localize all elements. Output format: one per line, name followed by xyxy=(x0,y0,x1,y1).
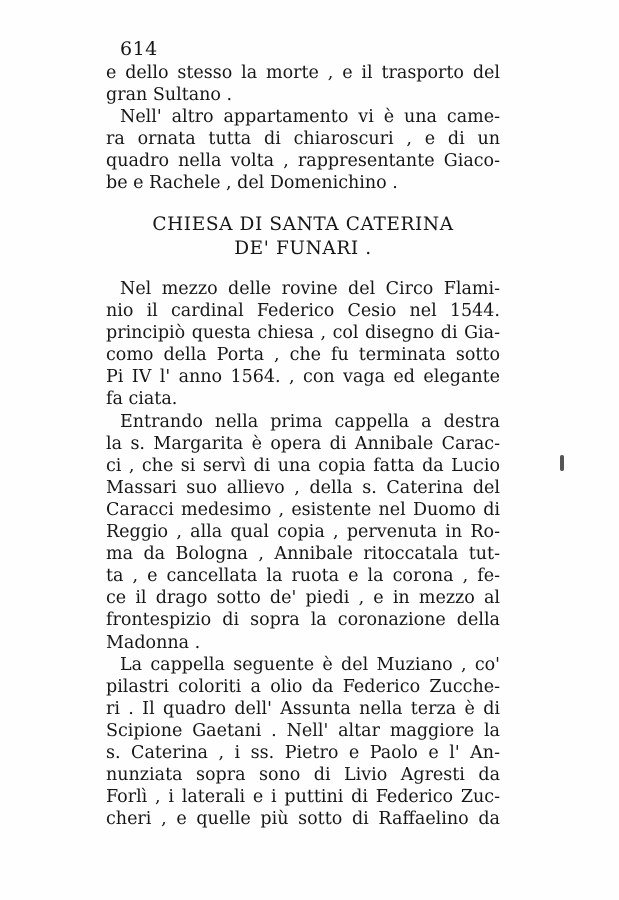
text-line: nunziata sopra sono di Livio Agresti da xyxy=(106,765,500,786)
text-line: Nell' altro appartamento vi è una came- xyxy=(120,107,500,128)
text-line: ra ornata tutta di chiaroscuri , e di un xyxy=(106,129,500,150)
text-line: s. Caterina , i ss. Pietro e Paolo e l' An- xyxy=(106,742,500,763)
text-line: La cappella seguente è del Muziano , co' xyxy=(120,654,500,675)
text-line: e dello stesso la morte , e il trasporto del xyxy=(106,63,500,83)
text-line: pilastri coloriti a olio da Federico Zucche- xyxy=(106,676,500,697)
text-block-top xyxy=(106,62,500,195)
text-line: cheri , e quelle più sotto di Raffaelino da xyxy=(106,809,500,830)
page-number: 614 xyxy=(120,38,158,60)
text-line: frontespizio di sopra la coronazione della xyxy=(106,610,500,631)
text-line: principiò questa chiesa , col disegno di Gia- xyxy=(106,323,500,344)
text-line: Madonna . xyxy=(106,632,201,653)
text-line: Caracci medesimo , esistente nel Duomo di xyxy=(106,499,500,520)
text-line: Entrando nella prima cappella a destra xyxy=(120,411,500,432)
text-line: fa ciata. xyxy=(106,389,178,410)
text-line: Pi IV l' anno 1564. , con vaga ed elegante xyxy=(106,367,500,388)
text-line: Scipione Gaetani . Nell' altar maggiore la xyxy=(106,720,500,741)
text-line: ce il drago sotto de' piedi , e in mezzo al xyxy=(106,588,500,609)
heading-line-1: CHIESA DI SANTA CATERINA xyxy=(152,214,454,235)
text-line: ma da Bologna , Annibale ritoccatala tut- xyxy=(106,544,500,565)
text-line: quadro nella volta , rappresentante Giaco- xyxy=(106,151,500,172)
text-line: Forlì , i laterali e i puttini di Federico Zuc- xyxy=(106,787,500,808)
binding-mark xyxy=(560,455,564,471)
text-line: ta , e cancellata la ruota e la corona , fe- xyxy=(106,566,500,587)
text-line: ci , che si servì di una copia fatta da Lucio xyxy=(106,455,500,476)
text-line: gran Sultano . xyxy=(106,85,233,106)
text-line: la s. Margarita è opera di Annibale Carac- xyxy=(106,433,500,454)
text-line: nio il cardinal Federico Cesio nel 1544. xyxy=(106,301,500,322)
text-line: be e Rachele , del Domenichino . xyxy=(106,173,398,194)
section-heading xyxy=(106,213,500,261)
text-line: como della Porta , che fu terminata sotto xyxy=(106,345,500,366)
text-line: ri . Il quadro dell' Assunta nella terza è di xyxy=(106,698,500,719)
text-block-body xyxy=(106,278,500,830)
heading-line-2: DE' FUNARI . xyxy=(234,238,372,259)
text-line: Nel mezzo delle rovine del Circo Flami- xyxy=(120,279,500,299)
text-line: Reggio , alla qual copia , pervenuta in Ro- xyxy=(106,522,500,543)
text-line: Massari suo allievo , della s. Caterina del xyxy=(106,477,500,498)
